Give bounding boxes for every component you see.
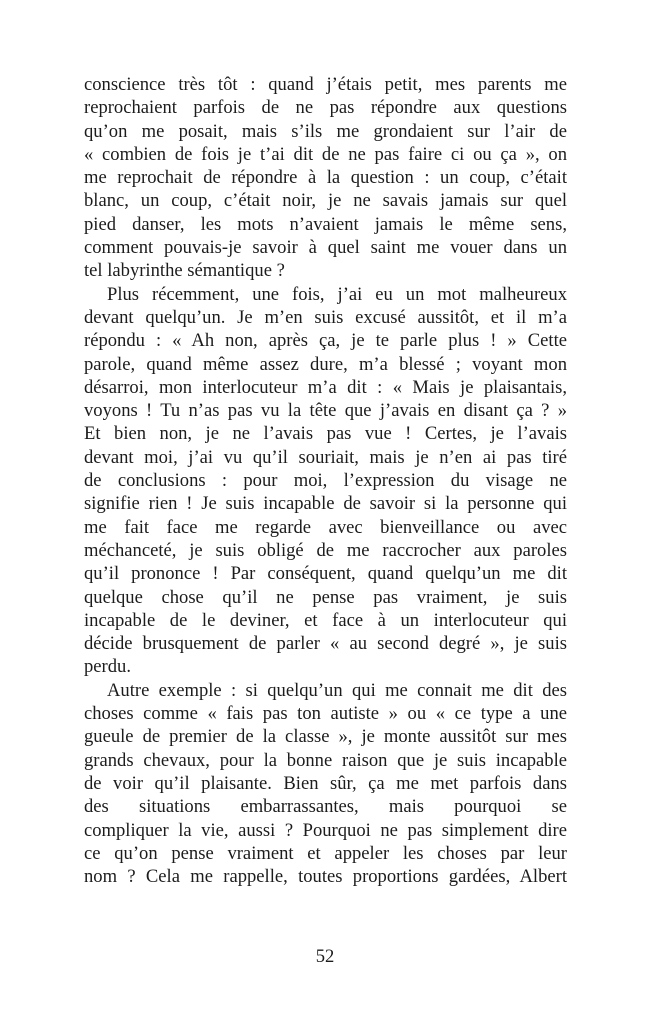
paragraph-first-line: Plus récemment, une fois, j’ai eu un mot malheureux xyxy=(107,283,567,305)
text-line: reprochaient parfois de ne pas répondre aux questions xyxy=(84,97,567,119)
text-line: des situations embarrassantes, mais pourquoi se xyxy=(84,796,567,818)
text-line: compliquer la vie, aussi ? Pourquoi ne pas simplement dire xyxy=(84,819,567,841)
text-line: qu’on me posait, mais s’ils me grondaient sur l’air de xyxy=(84,120,567,142)
text-line: de conclusions : pour moi, l’expression du visage ne xyxy=(84,470,567,492)
body-text xyxy=(84,73,567,888)
text-line: gueule de premier de la classe », je monte aussitôt sur mes xyxy=(84,726,567,748)
text-line: décide brusquement de parler « au second degré », je suis xyxy=(84,633,567,655)
text-line: conscience très tôt : quand j’étais petit, mes parents me xyxy=(84,74,567,95)
page-number: 52 xyxy=(315,946,335,967)
text-line: désarroi, mon interlocuteur m’a dit : « Mais je plaisantais, xyxy=(84,376,567,398)
paragraph-first-line: Autre exemple : si quelqu’un qui me connait me dit des xyxy=(107,679,567,701)
text-line: grands chevaux, pour la bonne raison que je suis incapable xyxy=(84,749,567,771)
text-line: Et bien non, je ne l’avais pas vue ! Certes, je l’avais xyxy=(84,423,567,445)
text-line: signifie rien ! Je suis incapable de savoir si la personne qui xyxy=(84,493,567,515)
text-line: parole, quand même assez dure, m’a blessé ; voyant mon xyxy=(84,353,567,375)
text-line: devant quelqu’un. Je m’en suis excusé aussitôt, et il m’a xyxy=(84,306,567,328)
text-line: perdu. xyxy=(84,656,131,678)
text-line: nom ? Cela me rappelle, toutes proportions gardées, Albert xyxy=(84,866,567,888)
text-line: pied danser, les mots n’avaient jamais le même sens, xyxy=(84,213,567,235)
text-line: qu’il prononce ! Par conséquent, quand quelqu’un me dit xyxy=(84,563,567,585)
text-line: choses comme « fais pas ton autiste » ou « ce type a une xyxy=(84,703,567,725)
text-line: blanc, un coup, c’était noir, je ne savais jamais sur quel xyxy=(84,190,567,212)
text-line: « combien de fois je t’ai dit de ne pas faire ci ou ça », on xyxy=(84,143,567,165)
text-line: de voir qu’il plaisante. Bien sûr, ça me met parfois dans xyxy=(84,772,567,794)
text-line: comment pouvais-je savoir à quel saint me vouer dans un xyxy=(84,237,567,259)
text-line: me reprochait de répondre à la question : un coup, c’était xyxy=(84,167,567,189)
text-line: quelque chose qu’il ne pense pas vraiment, je suis xyxy=(84,586,567,608)
text-line: ce qu’on pense vraiment et appeler les choses par leur xyxy=(84,842,567,864)
text-line: répondu : « Ah non, après ça, je te parle plus ! » Cette xyxy=(84,330,567,352)
text-line: voyons ! Tu n’as pas vu la tête que j’avais en disant ça ? » xyxy=(84,400,567,422)
text-line: incapable de le deviner, et face à un interlocuteur qui xyxy=(84,609,567,631)
text-line: devant moi, j’ai vu qu’il souriait, mais je n’en ai pas tiré xyxy=(84,446,567,468)
text-line: tel labyrinthe sémantique ? xyxy=(84,260,285,282)
text-line: me fait face me regarde avec bienveillance ou avec xyxy=(84,516,567,538)
text-line: méchanceté, je suis obligé de me raccrocher aux paroles xyxy=(84,539,567,561)
